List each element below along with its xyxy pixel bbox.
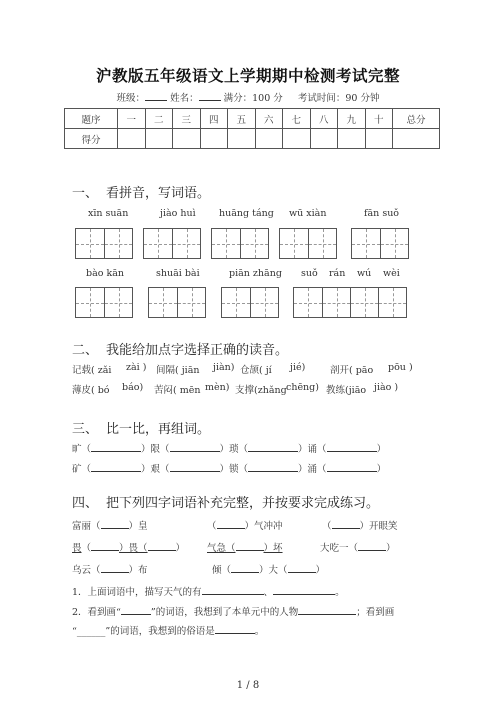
- pinyin: shuāi bài: [156, 268, 200, 279]
- section-number: 二、: [72, 343, 99, 358]
- idiom-text: ）气冲冲: [244, 521, 283, 532]
- idiom-row-3: [72, 562, 432, 574]
- compare-text: ）诵（: [298, 444, 327, 455]
- question-text: 2．看到画“: [72, 607, 121, 618]
- pronunciation-line-2: [72, 382, 432, 394]
- idiom-text: ）坏: [263, 543, 283, 554]
- answer-blank[interactable]: [332, 519, 360, 529]
- answer-blank[interactable]: [121, 605, 151, 615]
- pinyin: wú: [357, 268, 372, 279]
- writing-grid[interactable]: [75, 287, 133, 318]
- section-3-heading: [72, 418, 210, 437]
- writing-grid[interactable]: [148, 287, 206, 318]
- pinyin: jiào huì: [160, 208, 196, 219]
- section-title: 看拼音，写词语。: [106, 186, 211, 201]
- pronunciation-choice[interactable]: 间隔( jiān: [156, 365, 200, 376]
- pronunciation-choice[interactable]: báo): [122, 382, 144, 393]
- idiom-row-2: [72, 540, 432, 552]
- compare-text: ）琐（: [219, 444, 249, 455]
- compare-text: ）: [376, 464, 387, 475]
- page-number: 1 / 8: [236, 680, 260, 691]
- score-cell[interactable]: [200, 129, 228, 149]
- score-col-4: 四: [200, 109, 228, 129]
- answer-blank[interactable]: [215, 624, 255, 634]
- page-title: 沪教版五年级语文上学期期中检测考试完整: [95, 66, 400, 85]
- compare-text: ）: [376, 444, 387, 455]
- section-number: 三、: [72, 422, 99, 437]
- pronunciation-line-1: [72, 362, 432, 374]
- score-col-3: 三: [173, 109, 201, 129]
- score-col-7: 七: [283, 109, 311, 129]
- question-text: ；看到画: [356, 607, 395, 618]
- score-col-2: 二: [145, 109, 173, 129]
- answer-blank[interactable]: [327, 442, 377, 452]
- answer-blank[interactable]: [248, 462, 298, 472]
- answer-blank[interactable]: [170, 462, 220, 472]
- pinyin: xīn suān: [88, 208, 129, 219]
- pronunciation-choice[interactable]: chēng): [286, 382, 319, 393]
- idiom-text: 畏: [72, 543, 82, 554]
- compare-text: ）锁（: [219, 464, 249, 475]
- writing-grid[interactable]: [351, 228, 409, 259]
- pronunciation-choice[interactable]: jié): [290, 362, 306, 373]
- score-cell[interactable]: [118, 129, 146, 149]
- pronunciation-choice[interactable]: jiàn): [213, 362, 235, 373]
- class-label: 班级：: [116, 93, 146, 104]
- writing-grid[interactable]: [211, 228, 269, 259]
- answer-blank[interactable]: [91, 462, 141, 472]
- idiom-text: 倾（: [212, 565, 232, 576]
- score-cell[interactable]: [228, 129, 256, 149]
- answer-blank[interactable]: [91, 541, 119, 551]
- idiom-text: ）大（: [259, 565, 288, 576]
- writing-grid[interactable]: [279, 228, 337, 259]
- pronunciation-choice[interactable]: pōu ): [388, 362, 413, 373]
- idiom-text: （: [207, 521, 217, 532]
- score-cell[interactable]: [173, 129, 201, 149]
- score-value-row: [65, 129, 440, 149]
- answer-blank[interactable]: [273, 585, 335, 595]
- pinyin: wū xiàn: [289, 208, 327, 219]
- time-label: 考试时间：90 分钟: [297, 93, 380, 104]
- idiom-text: ）畏（: [119, 543, 148, 554]
- exam-info: [0, 90, 496, 104]
- pronunciation-choice[interactable]: jiào ): [374, 382, 399, 393]
- score-cell[interactable]: [283, 129, 311, 149]
- score-cell[interactable]: [145, 129, 173, 149]
- writing-grid[interactable]: [221, 287, 279, 318]
- pinyin: wèi: [383, 268, 400, 279]
- score-col-label: 题序: [65, 109, 118, 129]
- answer-blank[interactable]: [236, 541, 264, 551]
- pronunciation-choice[interactable]: 支撑(zhǎng: [235, 385, 287, 396]
- pinyin: huāng táng: [219, 208, 274, 219]
- question-text: 。: [335, 587, 345, 598]
- answer-blank[interactable]: [202, 585, 264, 595]
- score-cell[interactable]: [338, 129, 366, 149]
- section-number: 四、: [72, 496, 99, 511]
- compare-text: 旷（: [72, 444, 92, 455]
- idiom-text: ）: [175, 543, 186, 554]
- compare-line-1: [72, 441, 386, 455]
- idiom-text: 乌云（: [72, 565, 101, 576]
- answer-blank[interactable]: [288, 563, 316, 573]
- answer-blank[interactable]: [217, 519, 245, 529]
- score-col-9: 九: [338, 109, 366, 129]
- pinyin: fān suǒ: [364, 208, 400, 219]
- score-col-1: 一: [118, 109, 146, 129]
- idiom-text: （: [81, 543, 92, 554]
- pronunciation-choice[interactable]: 薄皮( bó: [72, 385, 110, 396]
- question-text: ”的词语，我想到了本单元中的人物: [150, 607, 299, 618]
- question-text: 1．上面词语中，描写天气的有: [72, 587, 202, 598]
- question-text: “______”的词语，我想到的俗语是: [72, 626, 215, 637]
- name-label: 姓名：: [170, 93, 199, 104]
- score-col-total: 总分: [393, 109, 440, 129]
- writing-grid[interactable]: [75, 228, 133, 259]
- section-title: 我能给加点字选择正确的读音。: [106, 343, 289, 358]
- idiom-text: （: [322, 521, 332, 532]
- compare-text: 矿（: [72, 464, 92, 475]
- answer-blank[interactable]: [148, 541, 176, 551]
- section-2-heading: [72, 339, 288, 358]
- score-cell[interactable]: [365, 129, 393, 149]
- pinyin-row-1: [0, 208, 496, 220]
- score-label: 满分：100 分: [223, 93, 283, 104]
- pronunciation-choice[interactable]: 记载( zǎi: [72, 365, 112, 376]
- name-blank: [199, 91, 221, 101]
- pinyin: bào kān: [86, 268, 125, 279]
- idiom-text: ）: [386, 543, 396, 554]
- idiom-text: 富丽（: [72, 521, 101, 532]
- idiom-text: ）: [315, 565, 326, 576]
- pinyin: piān zhāng: [229, 268, 282, 279]
- class-blank: [145, 91, 167, 101]
- idiom-text: 气急（: [207, 543, 236, 554]
- answer-blank[interactable]: [91, 442, 141, 452]
- answer-blank[interactable]: [231, 563, 259, 573]
- score-col-8: 八: [310, 109, 338, 129]
- section-title: 把下列四字词语补充完整，并按要求完成练习。: [106, 496, 380, 511]
- score-header-row: [65, 109, 440, 129]
- answer-blank[interactable]: [101, 519, 129, 529]
- pronunciation-choice[interactable]: 仓颉( jí: [240, 365, 272, 376]
- question-text: 、: [263, 587, 274, 598]
- pronunciation-choice[interactable]: 苦闷( mēn: [154, 385, 201, 396]
- question-2-continued: [72, 623, 264, 637]
- answer-blank[interactable]: [327, 462, 377, 472]
- idiom-text: 大吃一（: [320, 543, 359, 554]
- compare-line-2: [72, 461, 386, 475]
- pinyin-row-2: [0, 268, 496, 280]
- writing-grid[interactable]: [143, 228, 201, 259]
- score-table: [64, 108, 440, 149]
- section-number: 一、: [72, 186, 99, 201]
- compare-text: ）涌（: [298, 464, 327, 475]
- idiom-text: ）皇: [128, 521, 148, 532]
- pronunciation-choice[interactable]: 剖开( pāo: [330, 365, 374, 376]
- score-cell-total[interactable]: [393, 129, 440, 149]
- compare-text: ）艰（: [141, 464, 170, 475]
- idiom-text: ）布: [128, 565, 148, 576]
- pinyin: rán: [329, 268, 346, 279]
- section-1-heading: [72, 182, 210, 201]
- answer-blank[interactable]: [298, 605, 356, 615]
- score-cell[interactable]: [255, 129, 283, 149]
- score-col-6: 六: [255, 109, 283, 129]
- score-cell[interactable]: [310, 129, 338, 149]
- answer-blank[interactable]: [101, 563, 129, 573]
- idiom-text: ）开眼笑: [359, 521, 398, 532]
- score-col-5: 五: [228, 109, 256, 129]
- question-text: 。: [254, 626, 265, 637]
- question-2: [72, 604, 394, 618]
- compare-text: ）限（: [141, 444, 170, 455]
- pronunciation-choice[interactable]: mèn): [205, 382, 230, 393]
- section-4-heading: [72, 492, 379, 511]
- question-1: [72, 584, 345, 598]
- writing-grid[interactable]: [293, 287, 407, 318]
- answer-blank[interactable]: [358, 541, 386, 551]
- pinyin: suǒ: [301, 268, 318, 279]
- score-row-label: 得分: [65, 129, 118, 149]
- pronunciation-choice[interactable]: 教练(jiāo: [326, 385, 367, 396]
- pronunciation-choice[interactable]: zài ): [126, 362, 147, 373]
- score-col-10: 十: [365, 109, 393, 129]
- idiom-row-1: [72, 518, 432, 530]
- section-title: 比一比，再组词。: [106, 422, 211, 437]
- answer-blank[interactable]: [248, 442, 298, 452]
- answer-blank[interactable]: [170, 442, 220, 452]
